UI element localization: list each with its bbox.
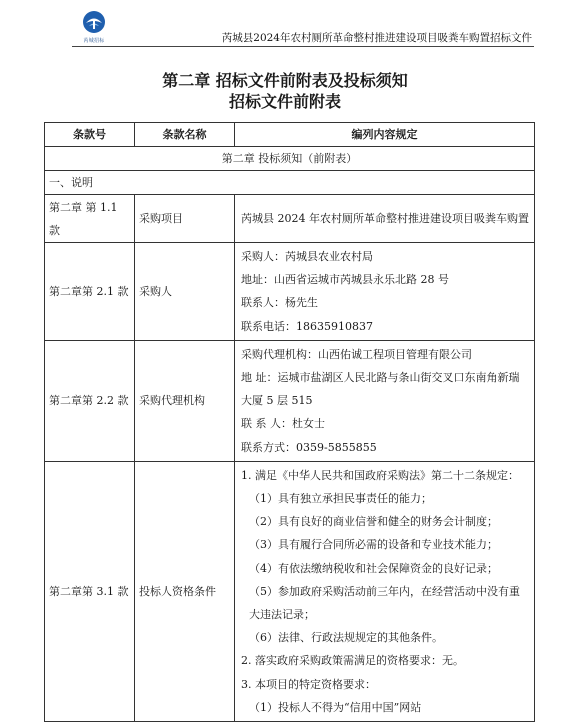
content-line: （1）投标人不得为“信用中国”网站	[249, 700, 422, 714]
clause-name: 采购人	[135, 243, 235, 341]
chapter-title: 第二章 招标文件前附表及投标须知	[162, 71, 408, 90]
clause-name: 投标人资格条件	[135, 461, 235, 721]
attachment-table	[44, 122, 535, 722]
clause-content	[235, 195, 535, 243]
content-line: 采购人：芮城县农业农村局	[241, 250, 373, 263]
clause-content	[235, 243, 535, 341]
content-line: （6）法律、行政法规规定的其他条件。	[249, 631, 443, 645]
column-header-content: 编列内容规定	[235, 123, 535, 147]
content-line: （4）有依法缴纳税收和社会保障资金的良好记录；	[249, 561, 498, 575]
clause-number: 第二章第 3.1 款	[45, 461, 135, 721]
clause-content	[235, 461, 535, 721]
section-title: 招标文件前附表	[228, 92, 341, 111]
content-line: （3）具有履行合同所必需的设备和专业技术能力；	[249, 538, 498, 552]
content-line: 1. 满足《中华人民共和国政府采购法》第二十二条规定：	[241, 468, 519, 482]
page-header	[0, 0, 570, 52]
section-heading: 第二章 投标须知（前附表）	[45, 147, 535, 171]
content-line: 联系方式：0359-5855855	[241, 440, 377, 454]
content-line: 芮城县 2024 年农村厕所革命整村推进建设项目吸粪车购置	[241, 211, 529, 225]
clause-name: 采购项目	[135, 195, 235, 243]
table-row	[45, 195, 535, 243]
table-row	[45, 340, 535, 461]
content-line: 2. 落实政府采购政策需满足的资格要求：无。	[241, 654, 464, 668]
table-section-row	[45, 147, 535, 171]
table-header-row	[45, 123, 535, 147]
header-rule	[72, 46, 534, 47]
content-line: （1）具有独立承担民事责任的能力；	[249, 492, 432, 506]
content-line: 地址：山西省运城市芮城县永乐北路 28 号	[241, 273, 449, 287]
content-line: 3. 本项目的特定资格要求：	[241, 677, 376, 691]
clause-name: 采购代理机构	[135, 340, 235, 461]
company-logo	[74, 10, 114, 48]
content-line: 联系电话：18635910837	[241, 319, 373, 333]
content-line: 地 址：运城市盐湖区人民北路与条山街交叉口东南角新瑞大厦 5 层 515	[241, 371, 520, 408]
clause-number: 第二章第 2.2 款	[45, 340, 135, 461]
running-header-title: 芮城县2024年农村厕所革命整村推进建设项目吸粪车购置招标文件	[221, 32, 532, 44]
clause-number: 第二章 第 1.1 款	[45, 195, 135, 243]
table-row	[45, 461, 535, 721]
table-subsection-row	[45, 171, 535, 195]
content-line: 联 系 人：杜女士	[241, 417, 325, 431]
subsection-heading: 一、说明	[45, 171, 535, 195]
content-line: （5）参加政府采购活动前三年内，在经营活动中没有重大违法记录；	[249, 584, 520, 622]
clause-number: 第二章第 2.1 款	[45, 243, 135, 341]
clause-content	[235, 340, 535, 461]
content-line: 联系人：杨先生	[241, 296, 318, 310]
column-header-name: 条款名称	[135, 123, 235, 147]
table-row	[45, 243, 535, 341]
column-header-clause: 条款号	[45, 123, 135, 147]
content-line: （2）具有良好的商业信誉和健全的财务会计制度；	[249, 515, 498, 529]
content-line: 采购代理机构：山西佑诚工程项目管理有限公司	[241, 347, 472, 361]
logo-caption: 芮城招标	[83, 38, 105, 44]
logo-emblem-icon	[82, 10, 106, 34]
